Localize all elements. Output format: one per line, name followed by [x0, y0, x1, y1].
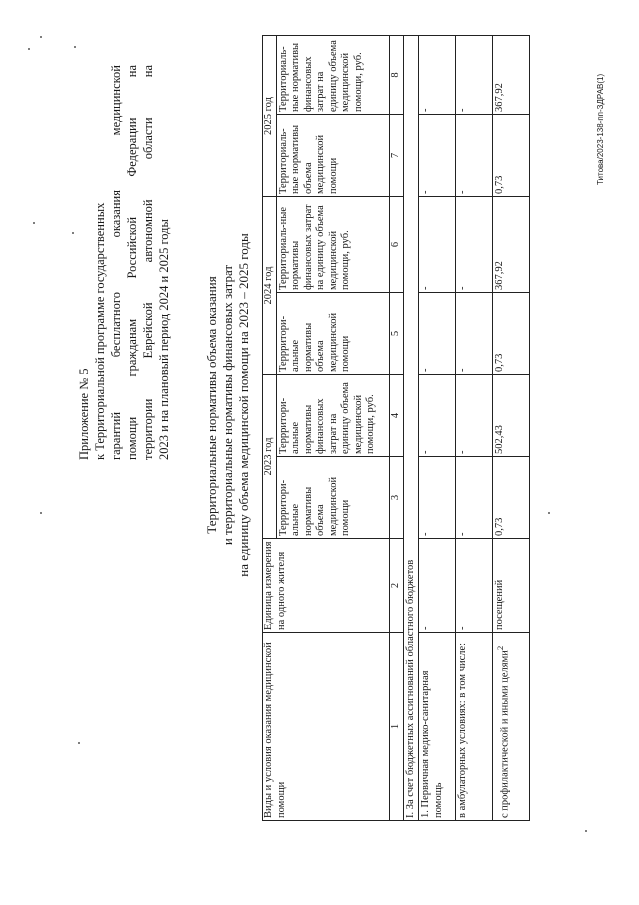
header-unit: Единица измерения на одного жителя — [263, 539, 390, 633]
table-row — [456, 36, 493, 821]
cell-value: 367,92 — [493, 197, 530, 293]
appendix-text: территории Еврейской автономной области на — [141, 65, 155, 460]
cell-unit: - — [419, 539, 456, 633]
cell-value: - — [419, 197, 456, 293]
cell-value: - — [456, 293, 493, 375]
header-year-2025: 2025 год — [263, 36, 277, 197]
header-volume-2025: Территориаль-ные нормативы объема медицинской помощи — [276, 115, 389, 197]
cell-value: - — [456, 115, 493, 197]
cell-value: 502,43 — [493, 375, 530, 457]
cell-value: - — [456, 457, 493, 539]
header-volume-2024: Террритори-альные нормативы объема медицинской помощи — [276, 293, 389, 375]
row-label-text: с профилактической и иными целями — [499, 650, 511, 818]
column-number: 7 — [389, 115, 403, 197]
header-care-type: Виды и условия оказания медицинской помощи — [263, 633, 390, 821]
column-number: 5 — [389, 293, 403, 375]
cell-value: - — [456, 375, 493, 457]
cell-value: - — [419, 36, 456, 115]
column-number: 3 — [389, 457, 403, 539]
cell-value: - — [419, 457, 456, 539]
column-number: 6 — [389, 197, 403, 293]
column-number: 8 — [389, 36, 403, 115]
column-number: 4 — [389, 375, 403, 457]
appendix-number: Приложение № 5 — [77, 368, 91, 460]
header-year-2024: 2024 год — [263, 197, 277, 375]
appendix-header — [76, 65, 172, 460]
header-cost-2025: Территориаль-ные нормативы финансовых затрат на единицу объема медицинской помощи, руб. — [276, 36, 389, 115]
table-row — [493, 36, 530, 821]
column-number: 1 — [389, 633, 403, 821]
cell-unit: - — [456, 539, 493, 633]
column-number: 2 — [389, 539, 403, 633]
appendix-text: помощи гражданам Российской Федерации на — [125, 65, 139, 460]
header-volume-2023: Террритори-альные нормативы объема медицинской помощи — [276, 457, 389, 539]
footnote-mark: 2 — [495, 645, 505, 651]
appendix-text: к Территориальной программе государственных — [93, 202, 107, 460]
header-cost-2023: Террритори-альные нормативы финансовых затрат на единицу объема медицинской помощи, руб. — [276, 375, 389, 457]
row-label — [493, 633, 530, 821]
cell-value: 0,73 — [493, 293, 530, 375]
title-line: Территориальные нормативы объема оказания — [204, 276, 219, 534]
cell-value: 0,73 — [493, 457, 530, 539]
header-cost-2024: Территориаль-ные нормативы финансовых затрат на единицу объема медицинской помощи, руб. — [276, 197, 389, 293]
appendix-text: гарантий бесплатного оказания медицинской — [109, 65, 123, 460]
cell-value: - — [419, 375, 456, 457]
header-year-2023: 2023 год — [263, 375, 277, 539]
cell-value: - — [419, 293, 456, 375]
cell-value: - — [456, 197, 493, 293]
row-label: в амбулаторных условиях: в том числе: — [456, 633, 493, 821]
appendix-text: 2023 и на плановый период 2024 и 2025 годы — [157, 219, 171, 460]
document-code: Титова/2023-138-пп-ЗДРАВ(1) — [596, 73, 605, 185]
cell-unit: посещений — [493, 539, 530, 633]
row-label: 1. Первичная медико-санитарная помощь — [419, 633, 456, 821]
cell-value: 0,73 — [493, 115, 530, 197]
table-row — [419, 36, 456, 821]
normatives-table — [262, 35, 530, 821]
cell-value: 367,92 — [493, 36, 530, 115]
title-line: и территориальные нормативы финансовых затрат — [220, 264, 235, 546]
cell-value: - — [456, 36, 493, 115]
document-title — [204, 145, 252, 665]
section-heading: I. За счет бюджетных ассигнований областного бюджетов — [403, 36, 419, 821]
cell-value: - — [419, 115, 456, 197]
title-line: на единицу объема медицинской помощи на 2023 – 2025 годы — [236, 233, 251, 577]
